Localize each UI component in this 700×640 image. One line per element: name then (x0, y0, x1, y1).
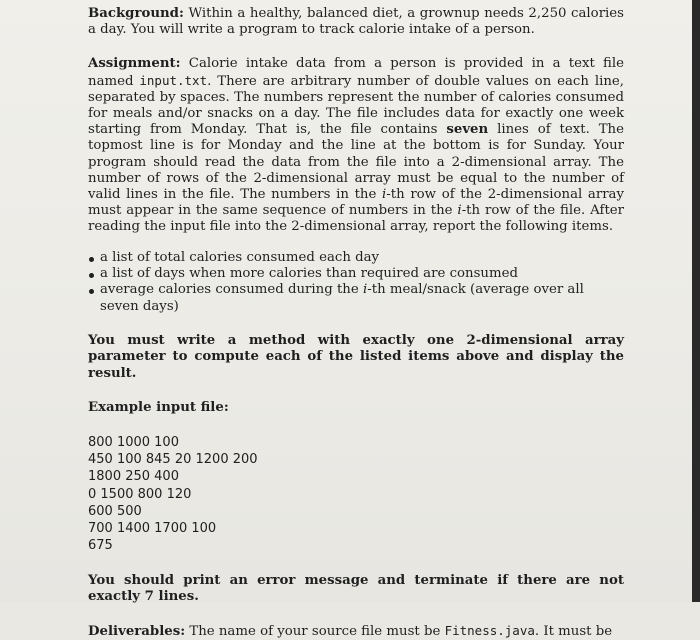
bullet-text: average calories consumed during the (100, 282, 359, 298)
example-line: 600 500 (88, 503, 142, 519)
ith-var-2: i (457, 203, 462, 219)
example-heading (88, 400, 624, 416)
deliverables-tail: . It must be (534, 623, 613, 639)
example-line: 800 1000 100 (88, 435, 179, 451)
example-input-block (88, 434, 624, 554)
source-filename: Fitness.java (444, 622, 535, 638)
background-label: Background: (88, 6, 184, 21)
bullet-icon (89, 289, 94, 294)
error-note (88, 573, 624, 605)
list-item (100, 282, 624, 315)
list-item (100, 266, 624, 282)
example-line: 1800 250 400 (88, 469, 179, 485)
example-heading-text: Example input file: (88, 399, 229, 415)
example-line: 675 (88, 538, 113, 554)
assignment-intro: Calorie intake data from a person is provided in a text file named (88, 56, 624, 89)
report-items-list (88, 250, 624, 316)
assignment-text-c: -th row of the 2-dimensional array must appear in the same sequence of numbers in the (88, 187, 624, 219)
assignment-label: Assignment: (88, 56, 181, 72)
bullet-icon (89, 257, 94, 262)
bullet-icon (89, 273, 94, 278)
background-text: Within a healthy, balanced diet, a grownup needs 2,250 calories a day. You will write a program to track calorie intake of a person. (88, 6, 624, 38)
input-filename: input.txt (139, 72, 208, 88)
assignment-text-d: -th row of the file. After reading the input file into the 2-dimensional array, report the following items. (88, 203, 625, 235)
deliverables-text: The name of your source file must be (189, 623, 441, 639)
edge-strip (692, 0, 700, 602)
deliverables-label: Deliverables: (88, 623, 186, 639)
bullet-text-tail: -th meal/snack (average over all seven days) (100, 282, 584, 314)
assignment-paragraph (88, 56, 624, 235)
assignment-text-a: . There are arbitrary number of double values on each line, separated by spaces. The numbers represent the number of calories consumed for meals and/or snacks on a day. The file includes data for exactly one week starting from Monday. That is, the file contains (88, 73, 624, 138)
method-note-text: You must write a method with exactly one 2-dimensional array parameter to compute each of the listed items above and display the result. (88, 333, 624, 381)
assignment-text-b: lines of text. The topmost line is for Monday and the line at the bottom is for Sunday. Your program should read the data from the file into a 2-dimensional array. The number of rows of the 2-dimensional array must be equal to the number of valid lines in the file. The numbers in the (88, 122, 624, 203)
error-note-text: You should print an error message and terminate if there are not exactly 7 lines. (88, 572, 624, 604)
example-line: 0 1500 800 120 (88, 486, 192, 502)
bullet-text: a list of days when more calories than required are consumed (100, 266, 518, 282)
list-item (100, 250, 624, 266)
example-line: 450 100 845 20 1200 200 (88, 452, 258, 468)
method-note (88, 333, 624, 382)
background-paragraph (88, 6, 624, 38)
ith-var-3: i (362, 282, 368, 298)
ith-var-1: i (382, 187, 387, 203)
example-line: 700 1400 1700 100 (88, 521, 217, 537)
deliverables-paragraph (88, 623, 624, 640)
bullet-text: a list of total calories consumed each day (100, 249, 380, 265)
seven-emphasis: seven (446, 122, 489, 138)
